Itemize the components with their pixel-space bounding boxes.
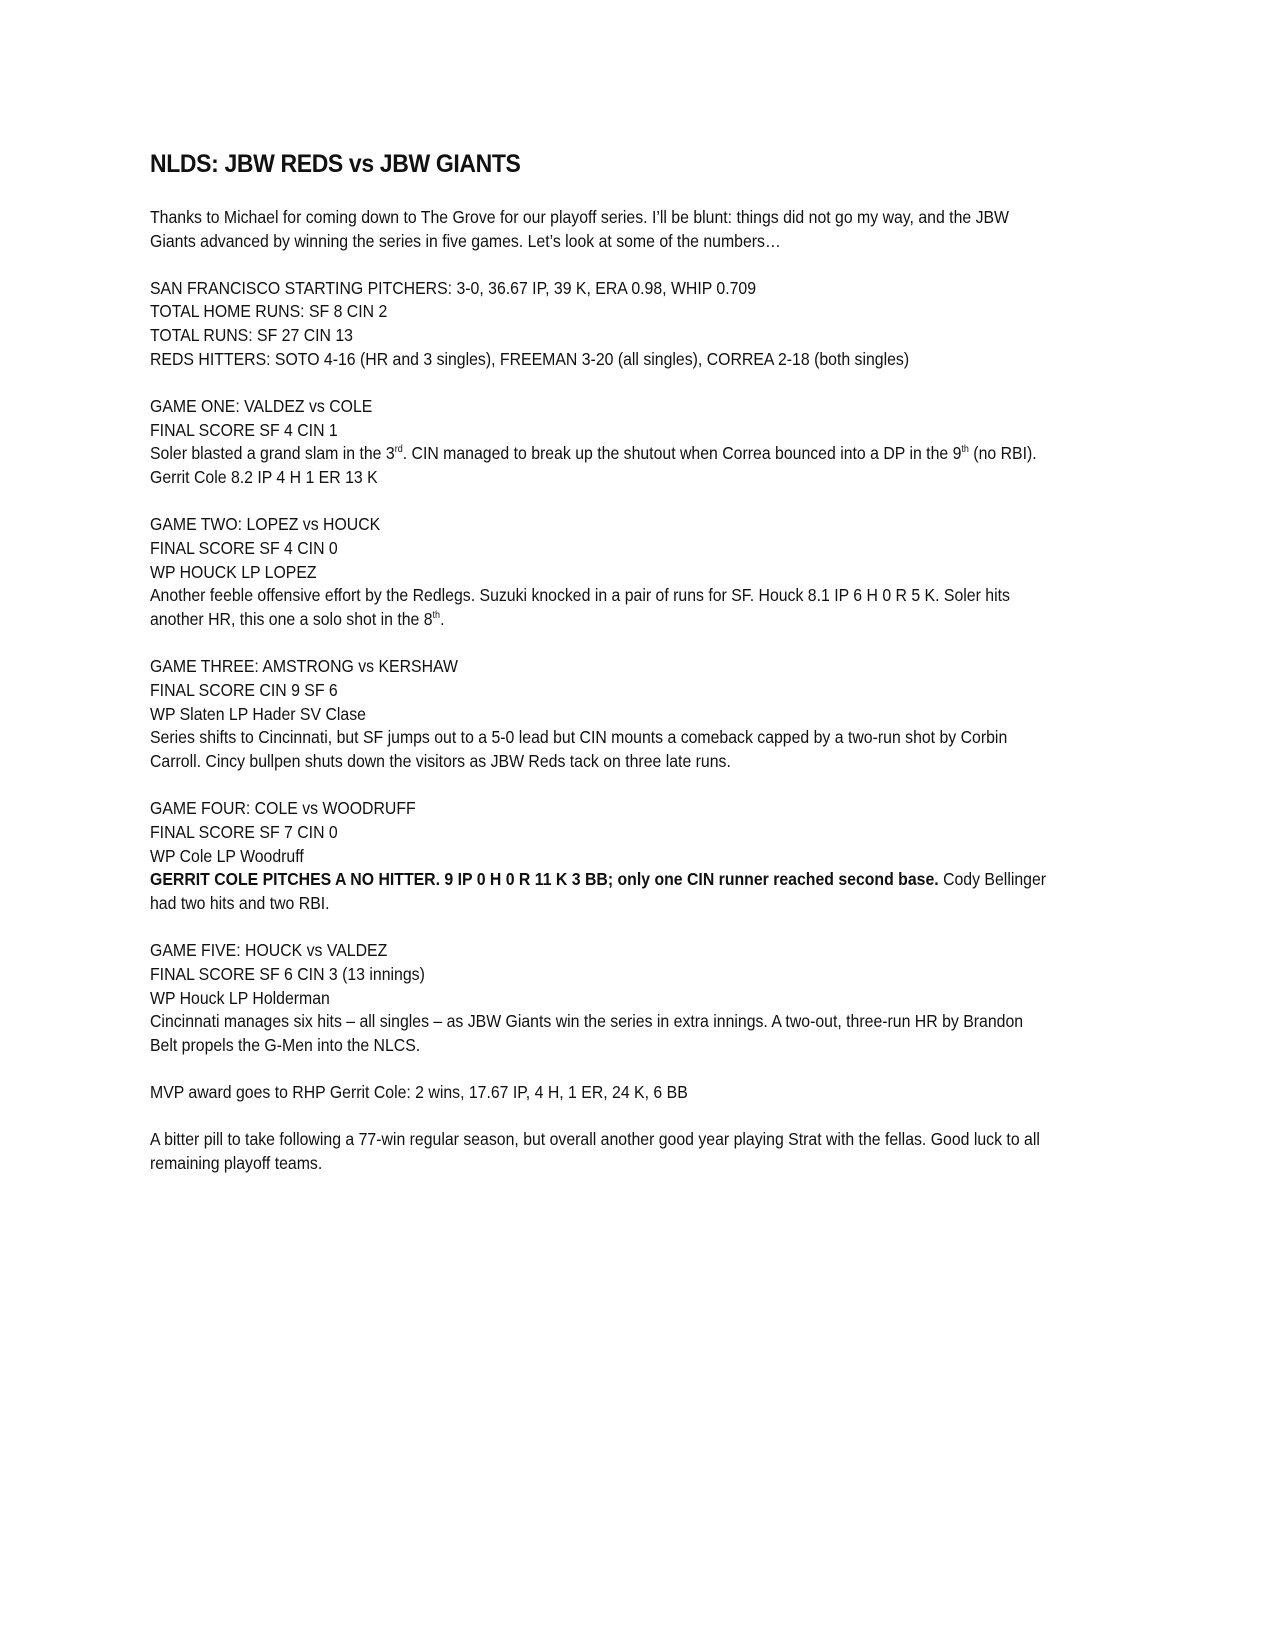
intro-paragraph (150, 206, 1140, 254)
game-one-sup-1: rd (394, 444, 403, 456)
game-two-decision: WP HOUCK LP LOPEZ (150, 561, 317, 582)
game-one-sup-2: th (961, 444, 969, 456)
game-one-summary (150, 442, 1139, 466)
intro-line-1: Thanks to Michael for coming down to The Grove for our playoff series. I’ll be blunt: things did not go my way, and the JBW (150, 207, 1010, 227)
game-one-pitching-line: Gerrit Cole 8.2 IP 4 H 1 ER 13 K (150, 467, 378, 488)
game-one-summary-part-1: Soler blasted a grand slam in the 3 (150, 443, 395, 464)
game-five-summary-line-1: Cincinnati manages six hits – all singles – as JBW Giants win the series in extra innings. A two-out, three-run HR by Brandon (150, 1011, 1024, 1032)
reds-hitters-stat: REDS HITTERS: SOTO 4-16 (HR and 3 singles), FREEMAN 3-20 (all singles), CORREA 2-18 (both singles) (150, 348, 910, 369)
no-hitter-highlight: GERRIT COLE PITCHES A NO HITTER. 9 IP 0 H 0 R 11 K 3 BB; only one CIN runner reached second base. (150, 869, 939, 890)
game-two-section (150, 513, 1140, 632)
game-five-decision: WP Houck LP Holderman (150, 987, 330, 1008)
game-two-matchup: GAME TWO: LOPEZ vs HOUCK (150, 513, 381, 534)
closing-line-2: remaining playoff teams. (150, 1152, 323, 1173)
game-five-score: FINAL SCORE SF 6 CIN 3 (13 innings) (150, 963, 425, 984)
intro-line-2: Giants advanced by winning the series in five games. Let’s look at some of the numbers… (150, 230, 781, 251)
game-five-section (150, 939, 1140, 1058)
game-three-section (150, 655, 1140, 774)
game-one-summary-part-2: . CIN managed to break up the shutout when Correa bounced into a DP in the 9 (402, 443, 962, 464)
game-three-decision: WP Slaten LP Hader SV Clase (150, 703, 366, 724)
game-three-score: FINAL SCORE CIN 9 SF 6 (150, 679, 338, 700)
game-three-summary-line-1: Series shifts to Cincinnati, but SF jumps out to a 5-0 lead but CIN mounts a comeback capped by a two-run shot by Corbin (150, 727, 1008, 748)
game-two-sup: th (432, 610, 441, 622)
game-one-matchup: GAME ONE: VALDEZ vs COLE (150, 395, 373, 416)
mvp-section (150, 1081, 1140, 1105)
series-stats (150, 277, 1140, 372)
game-four-score: FINAL SCORE SF 7 CIN 0 (150, 821, 338, 842)
game-two-summary-part-2: another HR, this one a solo shot in the 8 (150, 609, 433, 630)
game-four-summary-line-1 (150, 868, 1139, 892)
game-two-summary-line-1: Another feeble offensive effort by the Redlegs. Suzuki knocked in a pair of runs for SF. Houck 8.1 IP 6 H 0 R 5 K. Soler hits (150, 585, 1010, 606)
game-two-score: FINAL SCORE SF 4 CIN 0 (150, 537, 338, 558)
game-one-section (150, 395, 1140, 490)
game-two-summary-line-2 (150, 608, 1139, 632)
total-runs-stat: TOTAL RUNS: SF 27 CIN 13 (150, 325, 353, 346)
game-five-summary-line-2: Belt propels the G-Men into the NLCS. (150, 1035, 421, 1056)
closing-paragraph (150, 1128, 1140, 1176)
document-page (150, 148, 1140, 1198)
mvp-line: MVP award goes to RHP Gerrit Cole: 2 wins, 17.67 IP, 4 H, 1 ER, 24 K, 6 BB (150, 1081, 688, 1102)
game-two-summary-part-3: . (440, 609, 445, 630)
game-four-summary-after: Cody Bellinger (938, 869, 1047, 890)
page-title: NLDS: JBW REDS vs JBW GIANTS (150, 150, 521, 178)
game-three-summary-line-2: Carroll. Cincy bullpen shuts down the visitors as JBW Reds tack on three late runs. (150, 751, 731, 772)
game-three-matchup: GAME THREE: AMSTRONG vs KERSHAW (150, 655, 458, 676)
home-runs-stat: TOTAL HOME RUNS: SF 8 CIN 2 (150, 301, 388, 322)
game-one-score: FINAL SCORE SF 4 CIN 1 (150, 419, 338, 440)
game-four-section (150, 797, 1140, 916)
closing-line-1: A bitter pill to take following a 77-win regular season, but overall another good year playing Strat with the fellas. Good luck to all (150, 1128, 1040, 1149)
game-five-matchup: GAME FIVE: HOUCK vs VALDEZ (150, 939, 388, 960)
starting-pitchers-stat: SAN FRANCISCO STARTING PITCHERS: 3-0, 36.67 IP, 39 K, ERA 0.98, WHIP 0.709 (150, 277, 757, 298)
game-four-summary-line-2: had two hits and two RBI. (150, 893, 330, 914)
game-four-decision: WP Cole LP Woodruff (150, 845, 304, 866)
game-four-matchup: GAME FOUR: COLE vs WOODRUFF (150, 797, 416, 818)
game-one-summary-part-3: (no RBI). (968, 443, 1037, 464)
